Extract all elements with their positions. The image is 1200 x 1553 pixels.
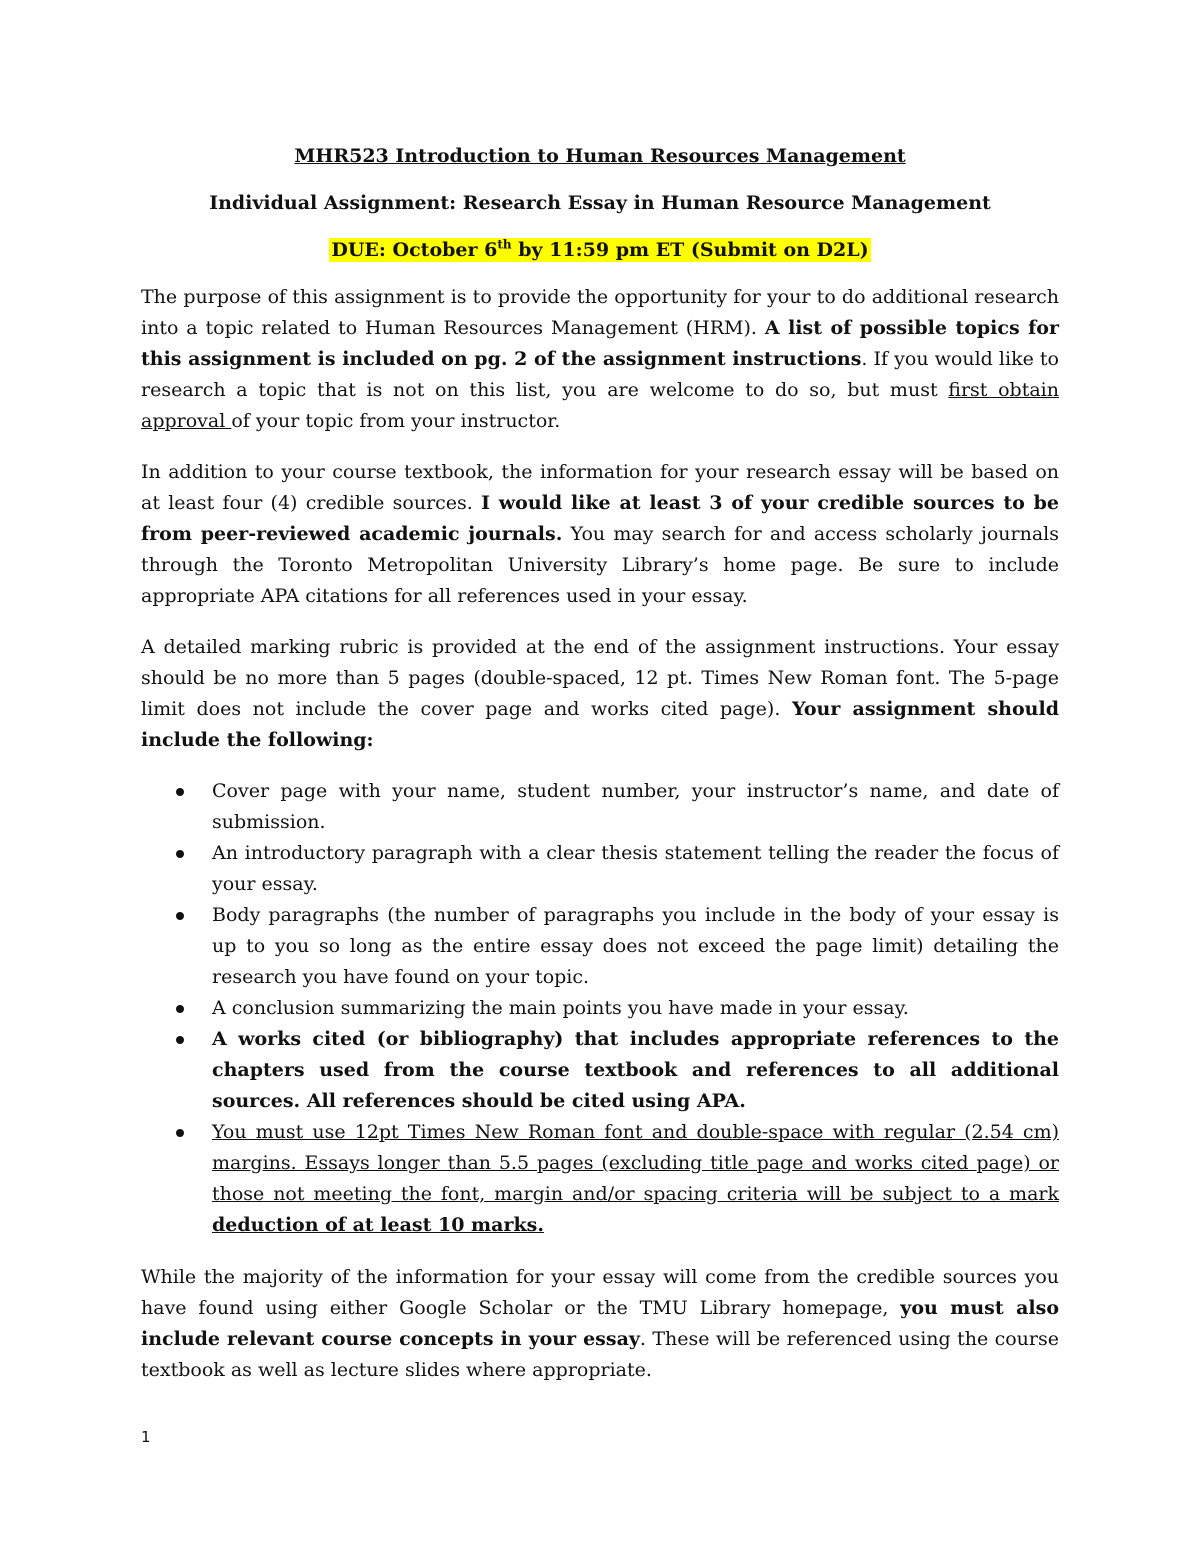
- list-item-text: An introductory paragraph with a clear thesis statement telling the reader the focus of your essay.: [212, 842, 1059, 895]
- bullet-icon: [176, 1005, 184, 1013]
- purpose-paragraph: [141, 282, 1059, 437]
- bullet-icon: [176, 788, 184, 796]
- bullet-icon: [176, 912, 184, 920]
- page-number: 1: [141, 1428, 151, 1446]
- list-item: [141, 1117, 1059, 1241]
- concepts-bold: you must also include relevant course concepts in your essay: [141, 1297, 1060, 1350]
- mark-deduction-text: deduction of at least 10 marks.: [212, 1214, 544, 1236]
- document-subtitle: Individual Assignment: Research Essay in Human Resource Management: [209, 192, 991, 214]
- document-title: MHR523 Introduction to Human Resources Management: [294, 145, 906, 167]
- purpose-bold: A list of possible topics for this assignment is included on pg. 2 of the assignment instructions: [141, 317, 1059, 370]
- rubric-bold: Your assignment should include the following:: [141, 698, 1059, 751]
- due-suffix: by 11:59 pm ET (Submit on D2L): [511, 239, 869, 261]
- list-item-text: A conclusion summarizing the main points you have made in your essay.: [212, 997, 909, 1019]
- list-item-text: Cover page with your name, student number, your instructor’s name, and date of submission.: [212, 780, 1059, 833]
- due-superscript: th: [497, 237, 512, 252]
- list-item-text: A works cited (or bibliography) that includes appropriate references to the chapters used from the course textbook and references to all additional sources. All references should be cited using APA.: [212, 1028, 1059, 1112]
- bullet-icon: [176, 850, 184, 858]
- list-item: [141, 838, 1059, 900]
- list-item: [141, 993, 1059, 1024]
- list-item: [141, 900, 1059, 993]
- purpose-text-2: . If you would like to research a topic that is not on this list, you are welcome to do so, but must: [141, 348, 1059, 401]
- due-prefix: DUE: October 6: [331, 239, 498, 261]
- purpose-text-3: of your topic from your instructor.: [231, 410, 561, 432]
- due-date-line: [0, 238, 1200, 262]
- list-item-text: Body paragraphs (the number of paragraphs you include in the body of your essay is up to you so long as the entire essay does not exceed the page limit) detailing the research you have found on your topic.: [212, 904, 1059, 988]
- sources-paragraph: [141, 457, 1059, 612]
- rubric-paragraph: [141, 632, 1059, 756]
- sources-text-2: You may search for and access scholarly journals through the Toronto Metropolitan University Library’s home page. Be sure to include appropriate APA citations for all references used in your essay.: [141, 523, 1059, 607]
- list-item: [141, 1024, 1059, 1117]
- concepts-text-2: . These will be referenced using the course textbook as well as lecture slides where appropriate.: [141, 1328, 1059, 1381]
- purpose-underline: first obtain approval: [141, 379, 1059, 432]
- course-concepts-paragraph: [141, 1262, 1059, 1386]
- sources-text-1: In addition to your course textbook, the information for your research essay will be based on at least four (4) credible sources.: [141, 461, 1059, 514]
- list-item: [141, 776, 1059, 838]
- concepts-text-1: While the majority of the information for your essay will come from the credible sources you have found using either Google Scholar or the TMU Library homepage,: [141, 1266, 1059, 1319]
- due-highlight: [329, 238, 870, 262]
- bullet-icon: [176, 1036, 184, 1044]
- sources-bold: I would like at least 3 of your credible sources to be from peer-reviewed academic journals.: [141, 492, 1059, 545]
- purpose-text-1: The purpose of this assignment is to provide the opportunity for your to do additional research into a topic related to Human Resources Management (HRM).: [141, 286, 1059, 339]
- rubric-text-1: A detailed marking rubric is provided at the end of the assignment instructions. Your essay should be no more than 5 pages (double-spaced, 12 pt. Times New Roman font. The 5-page limit does not include the cover page and works cited page).: [141, 636, 1059, 720]
- bullet-icon: [176, 1129, 184, 1137]
- requirements-list: [141, 776, 1059, 1241]
- formatting-warning-text: You must use 12pt Times New Roman font and double-space with regular (2.54 cm) margins. Essays longer than 5.5 pages (excluding title page and works cited page) or those not meeting the font, margin and/or spacing criteria will be subject to a mark: [212, 1121, 1059, 1205]
